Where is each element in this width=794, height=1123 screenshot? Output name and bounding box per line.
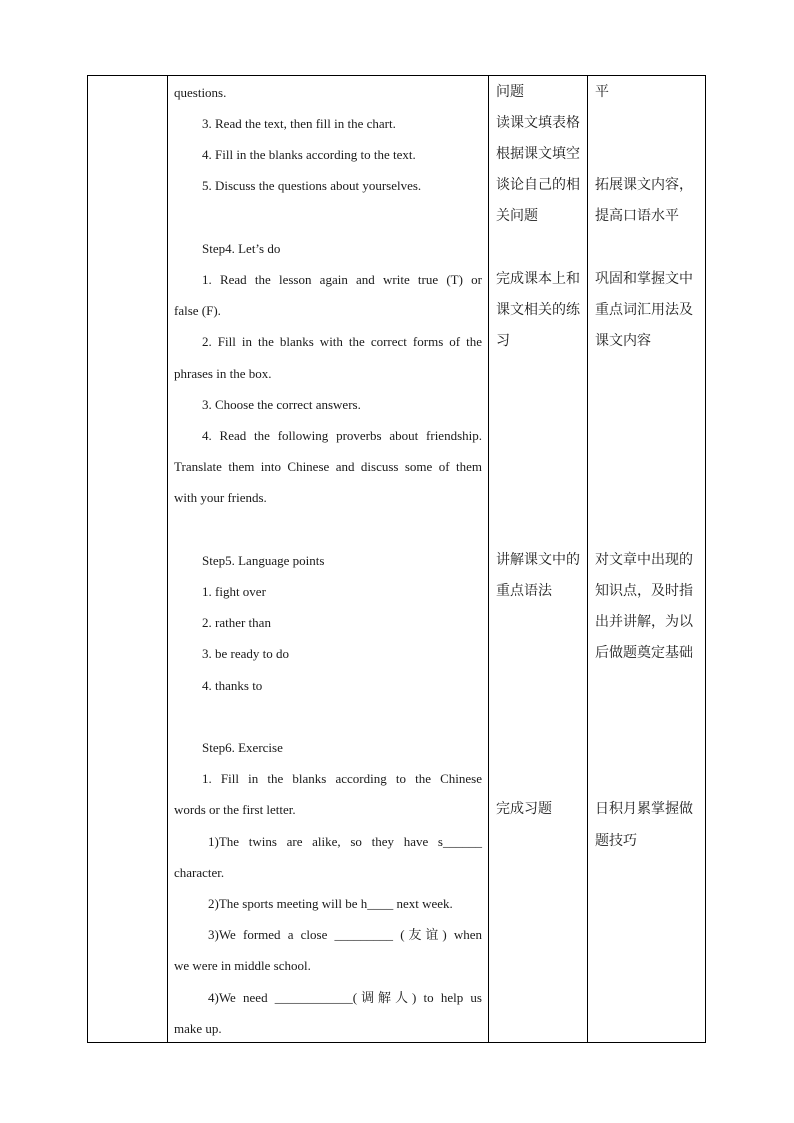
activity-text: 完成习题 <box>496 801 552 817</box>
intent-text: 拓展课文内容， <box>595 177 693 193</box>
step-text-line: 2. rather than <box>202 615 271 630</box>
column-divider-3 <box>587 75 588 1043</box>
intent-text: 后做题奠定基础 <box>595 645 693 661</box>
step-text-line: 1. Fill in the blanks according to the Chinese <box>202 771 482 786</box>
step-heading: Step4. Let’s do <box>202 241 281 256</box>
step-text-line: 1. fight over <box>202 584 266 599</box>
activity-text: 读课文填表格 <box>496 115 580 131</box>
step-text-line: 3. be ready to do <box>202 646 290 661</box>
intent-text: 题技巧 <box>595 833 637 849</box>
intent-text: 对文章中出现的 <box>595 552 693 568</box>
exercise-line: we were in middle school. <box>174 958 311 973</box>
exercise-line: character. <box>174 865 225 880</box>
activity-text: 谈论自己的相 <box>496 177 580 193</box>
exercise-line: make up. <box>174 1021 222 1036</box>
activity-text: 完成课本上和 <box>496 271 580 287</box>
step-text-line: 2. Fill in the blanks with the correct forms of the <box>202 334 482 349</box>
activity-text: 讲解课文中的 <box>496 552 580 568</box>
step-text-line: 5. Discuss the questions about yourselves. <box>202 178 422 193</box>
step-text-line: 3. Read the text, then fill in the chart. <box>202 116 396 131</box>
activity-text: 关问题 <box>496 208 538 224</box>
step-text-line: false (F). <box>174 303 221 318</box>
step-text-line: 4. Read the following proverbs about friendship. <box>202 428 482 443</box>
intent-text: 重点词汇用法及 <box>595 302 693 318</box>
column-divider-1 <box>167 75 168 1043</box>
intent-text: 出并讲解，为以 <box>595 614 693 630</box>
step-text-line: 3. Choose the correct answers. <box>202 397 361 412</box>
exercise-line: 3)We formed a close _________ (友谊) when <box>208 927 482 942</box>
step-text-line: with your friends. <box>174 490 267 505</box>
intent-text: 提高口语水平 <box>595 208 679 224</box>
step-text-line: 4. thanks to <box>202 678 263 693</box>
exercise-line: 4)We need ____________(调解人) to help us <box>208 990 482 1005</box>
step-text-line: 1. Read the lesson again and write true (T) or <box>202 272 482 287</box>
column-divider-2 <box>488 75 489 1043</box>
exercise-line: 1)The twins are alike, so they have s______ <box>208 834 482 849</box>
step-text-line: 4. Fill in the blanks according to the text. <box>202 147 416 162</box>
activity-text: 课文相关的练 <box>496 302 580 318</box>
intent-text: 课文内容 <box>595 333 651 349</box>
step-text-line: questions. <box>174 85 227 100</box>
intent-text: 平 <box>595 84 609 100</box>
step-text-line: words or the first letter. <box>174 802 296 817</box>
exercise-line: 2)The sports meeting will be h____ next week. <box>208 896 453 911</box>
intent-text: 日积月累掌握做 <box>595 801 693 817</box>
intent-text: 知识点，及时指 <box>595 583 693 599</box>
step-heading: Step6. Exercise <box>202 740 283 755</box>
activity-text: 根据课文填空 <box>496 146 580 162</box>
activity-text: 问题 <box>496 84 524 100</box>
step-text-line: Translate them into Chinese and discuss some of them <box>174 459 482 474</box>
step-heading: Step5. Language points <box>202 553 325 568</box>
step-text-line: phrases in the box. <box>174 366 272 381</box>
activity-text: 重点语法 <box>496 583 552 599</box>
intent-text: 巩固和掌握文中 <box>595 271 693 287</box>
activity-text: 习 <box>496 333 510 349</box>
